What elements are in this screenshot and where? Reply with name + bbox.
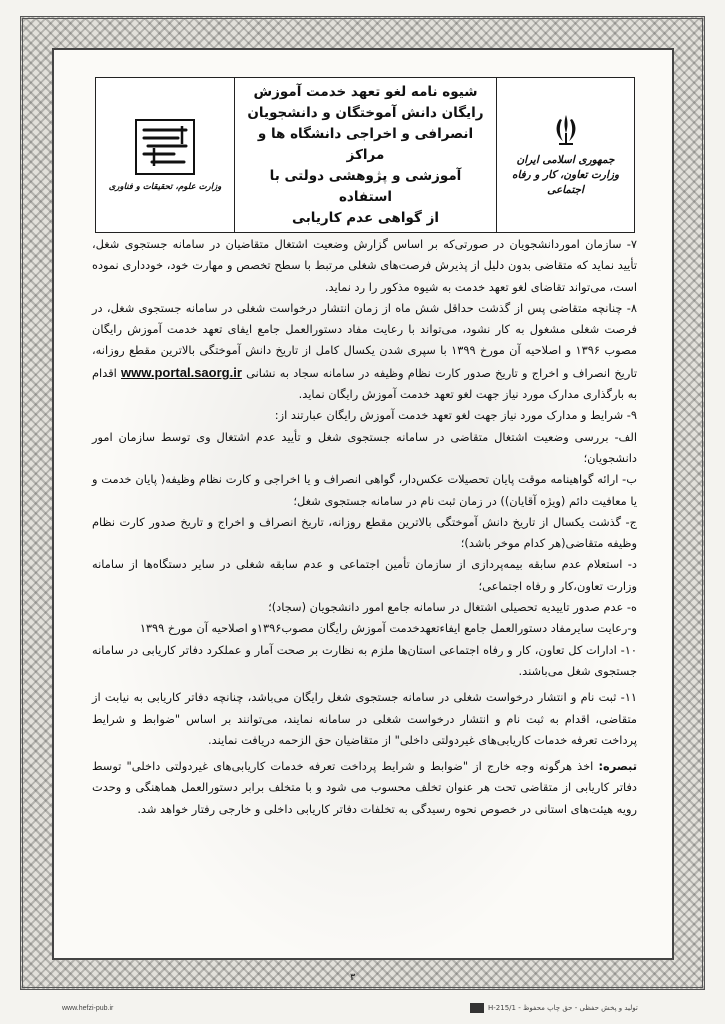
note-label: تبصره: — [598, 759, 637, 774]
ministry-name-line2: وزارت تعاون، کار و رفاه اجتماعی — [511, 168, 620, 196]
header-right-cell — [496, 78, 634, 232]
header-table — [95, 77, 635, 233]
title-line-5: از گواهی عدم کاریابی — [292, 209, 439, 226]
header-left-cell — [96, 78, 234, 232]
document-title — [245, 82, 486, 229]
title-line-1: شیوه نامه لغو تعهد خدمت آموزش — [253, 83, 478, 100]
science-ministry-name: وزارت علوم، تحقیقات و فناوری — [108, 182, 222, 192]
iran-emblem-icon — [551, 113, 581, 147]
note-text: اخذ هرگونه وجه خارج از "ضوابط و شرایط پرداخت تعرفه خدمات کاریابی‌های غیردولتی داخلی" توسط دفاتر کاریابی از متقاضی تحت هر عنوان تخلف محسوب می شود و با متخلف برابر دستورالعمل هماهنگی و وحدت رویه هیئت‌های استانی در خصوص نحوه رسیدگی به تخلفات دفاتر کاریابی داخلی و خارجی رفتار خواهد شد. — [92, 759, 637, 816]
student-affairs-logo-icon — [134, 118, 196, 176]
paragraph-9: ۹- شرایط و مدارک مورد نیاز جهت لغو تعهد خدمت آموزش رایگان عبارتند از: — [274, 408, 637, 423]
paragraph-8 — [92, 298, 637, 405]
page-number: ۳ — [350, 972, 356, 983]
paragraph-8-text: ۸- چنانچه متقاضی پس از گذشت حداقل شش ماه از زمان انتشار درخواست شغلی در سامانه جستجوی شغل، در فرصت شغلی مشغول به کار نشود، می‌تواند با رعایت مفاد دستورالعمل جامع ایفای تعهد خدمت آموزش رایگان مصوب ۱۳۹۶ و اصلاحیه آن مورخ ۱۳۹۹ با سپری شدن یکسال کامل از تاریخ دانش آموختگی بالاترین مقطع روزانه، تاریخ انصراف و اخراج و تاریخ صدور کارت نظام وظیفه در سامانه سجاد به نشانی — [92, 300, 637, 380]
paragraph-10: ۱۰- ادارات کل تعاون، کار و رفاه اجتماعی استان‌ها ملزم به نظارت بر صحت آمار و عملکرد دفاتر کاریابی در سامانه جستجوی شغل می‌باشند. — [92, 642, 637, 678]
header-title-cell — [234, 78, 496, 232]
publisher-footer — [470, 1003, 638, 1013]
paragraph-11: ۱۱- ثبت نام و انتشار درخواست شغلی در سامانه جستجوی شغل رایگان می‌باشد، چنانچه دفاتر کاریابی به نیابت از متقاضی، اقدام به ثبت نام و انتشار درخواست شغلی در سامانه نمایند، می‌توانند بر اساس "ضوابط و شرایط پرداخت تعرفه خدمات کاریابی‌های غیردولتی داخلی" از متقاضیان حق الزحمه دریافت نمایند. — [92, 690, 637, 747]
note-paragraph — [92, 756, 637, 820]
item-he: ه- عدم صدور تاییدیه تحصیلی اشتغال در سامانه جامع امور دانشجویان (سجاد)؛ — [268, 600, 637, 615]
title-line-3: انصرافی و اخراجی دانشگاه ها و مراکز — [257, 125, 474, 163]
item-jim: ج- گذشت یکسال از تاریخ دانش آموختگی بالاترین مقطع روزانه، تاریخ انصراف و اخراج و تاریخ صدور کارت نظام وظیفه متقاضی(هر کدام موخر باشد)؛ — [92, 514, 637, 551]
paragraph-7: ۷- سازمان اموردانشجویان در صورتی‌که بر اساس گزارش وضعیت اشتغال متقاضیان در سامانه جستجوی شغل، تأیید نماید که متقاضی بدون دلیل از پذیرش فرصت‌های شغلی مرتبط با سطح تخصص و مهارت خود، خودداری نموده است، می‌تواند تقاضای لغو تعهد خدمت به شیوه مذکور را رد نماید. — [92, 237, 637, 294]
paragraph-8-end: اقدام به بارگذاری مدارک مورد نیاز جهت لغو تعهد خدمت آموزش رایگان نماید. — [92, 365, 637, 402]
document-body — [92, 234, 637, 820]
title-line-2: رایگان دانش آموختگان و دانشجویان — [247, 104, 484, 121]
publisher-logo-icon — [470, 1003, 484, 1013]
publisher-website: www.hefzi-pub.ir — [62, 1005, 114, 1012]
portal-link[interactable]: www.portal.saorg.ir — [121, 364, 242, 380]
item-be: ب- ارائه گواهینامه موقت پایان تحصیلات عکس‌دار، گواهی انصراف و یا اخراجی و کارت نظام وظیفه( پایان خدمت و یا معافیت دائم (ویژه آقایان)) در زمان ثبت نام در سامانه جستجوی شغل؛ — [92, 472, 637, 508]
ministry-name-line1: جمهوری اسلامی ایران — [516, 153, 615, 166]
publisher-footer-text: تولید و پخش حفظی - حق چاپ محفوظ - H-215/1 — [488, 1004, 638, 1012]
item-dal: د- استعلام عدم سابقه بیمه‌پردازی از سازمان تأمین اجتماعی و عدم سابقه شغلی در سایر دستگاه‌ها از سامانه وزارت تعاون،کار و رفاه اجتماعی؛ — [92, 557, 637, 593]
title-line-4: آموزشی و پژوهشی دولتی با استفاده — [269, 167, 462, 205]
item-alef: الف- بررسی وضعیت اشتغال متقاضی در سامانه جستجوی شغل و تأیید عدم اشتغال وی توسط سازمان امور دانشجویان؛ — [92, 429, 637, 465]
item-vav: و-رعایت سایرمفاد دستورالعمل جامع ایفاءتعهدخدمت آموزش رایگان مصوب۱۳۹۶و اصلاحیه آن مورخ ۱۳۹۹ — [139, 621, 637, 636]
